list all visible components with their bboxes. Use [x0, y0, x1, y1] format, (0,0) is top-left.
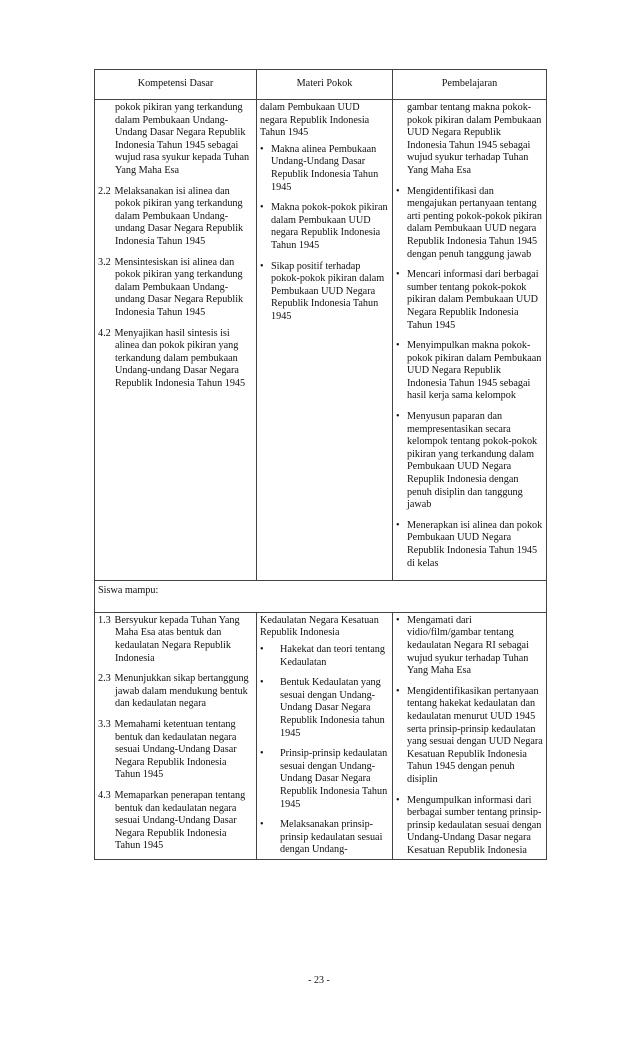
materi-intro: dalam Pembukaan UUD negara Republik Indonesia Tahun 1945: [260, 102, 370, 139]
list-item: • Makna alinea Pembukaan Undang-Undang Dasar Republik Indonesia Tahun 1945: [260, 143, 379, 193]
list-item: • Bentuk Kedaulatan yang sesuai dengan Undang-Undang Dasar Negara Republik Indonesia tahun 1945: [260, 677, 385, 739]
kd-item: [98, 673, 253, 711]
kd-text: Bersyukur kepada Tuhan Yang Maha Esa atas bentuk dan kedaulatan Negara Republik Indonesia: [114, 614, 240, 664]
kd-item: [98, 186, 253, 249]
siswa-row: [95, 581, 547, 613]
bullet-icon: •: [396, 614, 400, 626]
bullet-icon: •: [260, 677, 264, 689]
list-item: • Menerapkan isi alinea dan pokok Pembukaan UUD Negara Republik Indonesia Tahun 1945 di kelas: [396, 519, 543, 569]
header-kompetensi-dasar: Kompetensi Dasar: [95, 70, 257, 100]
bullet-icon: •: [396, 185, 400, 197]
kd-number: 2.2: [98, 185, 111, 197]
list-item: • Mengumpulkan informasi dari berbagai sumber tentang prinsip-prinsip kedaulatan sesuai dengan Undang-Undang Dasar negara Kesatuan Republik Indonesia: [396, 794, 542, 856]
bullet-icon: •: [396, 685, 400, 697]
list-item: • Menyusun paparan dan mempresentasikan secara kelompok tentang pokok-pokok pikiran yang terkandung dalam Pembukaan UUD Negara Repuplik Indonesia dengan penuh disiplin dan tanggung jawab: [396, 411, 538, 511]
materi-cell: [257, 612, 393, 860]
kd-number: 4.2: [98, 327, 111, 339]
kd-text: Menunjukkan sikap bertanggung jawab dalam mendukung bentuk dan kedaulatan negara: [114, 673, 249, 710]
pembelajaran-intro: gambar tentang makna pokok-pokok pikiran dalam Pembukaan UUD Negara Republik Indonesia Tahun 1945 sebagai wujud syukur terhadap Tuhan Yang Maha Esa: [407, 102, 542, 176]
header-row: [95, 70, 547, 100]
kd-cell: [95, 100, 257, 581]
header-pembelajaran: Pembelajaran: [393, 70, 547, 100]
materi-intro: Kedaulatan Negara Kesatuan Republik Indonesia: [260, 614, 379, 639]
kd-text: Memahami ketentuan tentang bentuk dan kedaulatan negara sesuai Undang-Undang Dasar Negara Republik Indonesia Tahun 1945: [114, 718, 237, 781]
pembelajaran-list: [396, 615, 543, 858]
kd-item: [98, 257, 253, 320]
list-item: • Sikap positif terhadap pokok-pokok pikiran dalam Pembukaan UUD Negara Republik Indonesia Tahun 1945: [260, 260, 385, 322]
list-item: • Menyimpulkan makna pokok-pokok pikiran dalam Pembukaan UUD Negara Republik Indonesia Tahun 1945 sebagai hasil kerja sama kelompok: [396, 340, 542, 402]
kd-number: 3.3: [98, 718, 111, 730]
kd-number: 2.3: [98, 673, 111, 685]
kd-text: Menyajikan hasil sintesis isi alinea dan pokok pikiran yang terkandung dalam pembukaan Undang-undang Dasar Negara Republik Indonesia Tahun 1945: [114, 327, 246, 389]
kd-item: [98, 328, 253, 391]
bullet-icon: •: [396, 269, 400, 281]
kd-cell: [95, 612, 257, 860]
kd-item: [98, 615, 253, 665]
kd-text: Mensintesiskan isi alinea dan pokok pikiran yang terkandung dalam Pembukaan Undang-undang Dasar Negara Republik Indonesia Tahun 1945: [114, 256, 244, 318]
materi-list: [260, 144, 389, 324]
pembelajaran-cell: [393, 100, 547, 581]
pembelajaran-cell: [393, 612, 547, 860]
pembelajaran-list: [396, 186, 543, 571]
list-item: • Mengamati dari vidio/film/gambar tentang kedaulatan Negara RI sebagai wujud syukur terhadap Tuhan Yang Maha Esa: [396, 614, 529, 677]
header-materi-pokok: Materi Pokok: [257, 70, 393, 100]
kd-number: 1.3: [98, 614, 111, 626]
list-item: • Mencari informasi dari berbagai sumber tentang pokok-pokok pikiran dalam Pembukaan UUD Negara Republik Indonesia Tahun 1945: [396, 269, 539, 331]
list-item: • Makna pokok-pokok pikiran dalam Pembukaan UUD negara Republik Indonesia Tahun 1945: [260, 202, 388, 251]
list-item: • Mengidentifikasi dan mengajukan pertanyaan tentang arti penting pokok-pokok pikiran dalam Pembukaan UUD negara Republik Indonesia Tahun 1945 dengan penuh tanggung jawab: [396, 185, 542, 260]
bullet-icon: •: [396, 411, 400, 423]
materi-list: [260, 644, 389, 857]
bullet-icon: •: [260, 748, 264, 760]
bullet-icon: •: [260, 643, 264, 655]
table-row: [95, 612, 547, 860]
siswa-label: Siswa mampu:: [95, 581, 547, 613]
bullet-icon: •: [396, 519, 400, 531]
bullet-icon: •: [260, 143, 264, 155]
competency-table: [94, 69, 547, 860]
bullet-icon: •: [396, 794, 400, 806]
list-item: • Mengidentifikasikan pertanyaan tentang hakekat kedaulatan dan kedaulatan menurut UUD 1945 serta prinsip-prinsip kedaulatan yang sesuai dengan UUD Negara Kesatuan Republik Indonesia Tahun 1945 dengan penuh disiplin: [396, 685, 543, 785]
list-item: • Melaksanakan prinsip-prinsip kedaulatan sesuai dengan Undang-: [260, 819, 383, 856]
kd-text: Memaparkan penerapan tentang bentuk dan kedaulatan negara sesuai Undang-Undang Dasar Negara Republik Indonesia Tahun 1945: [114, 789, 246, 852]
list-item: • Hakekat dan teori tentang Kedaulatan: [260, 643, 385, 668]
bullet-icon: •: [260, 260, 264, 272]
list-item: • Prinsip-prinsip kedaulatan sesuai dengan Undang-Undang Dasar Negara Republik Indonesia Tahun 1945: [260, 748, 388, 810]
kd-continuation: pokok pikiran yang terkandung dalam Pembukaan Undang-Undang Dasar Negara Republik Indonesia Tahun 1945 sebagai wujud rasa syukur kepada Tuhan Yang Maha Esa: [115, 102, 250, 176]
materi-cell: [257, 100, 393, 581]
kd-number: 4.3: [98, 789, 111, 801]
bullet-icon: •: [396, 340, 400, 352]
kd-item: [98, 719, 253, 782]
kd-text: Melaksanakan isi alinea dan pokok pikiran yang terkandung dalam Pembukaan Undang-undang Dasar Negara Republik Indonesia Tahun 1945: [114, 185, 244, 247]
bullet-icon: •: [260, 819, 264, 831]
table-row: [95, 100, 547, 581]
page-number: - 23 -: [308, 975, 330, 986]
kd-item: [98, 790, 253, 853]
bullet-icon: •: [260, 202, 264, 214]
kd-number: 3.2: [98, 256, 111, 268]
